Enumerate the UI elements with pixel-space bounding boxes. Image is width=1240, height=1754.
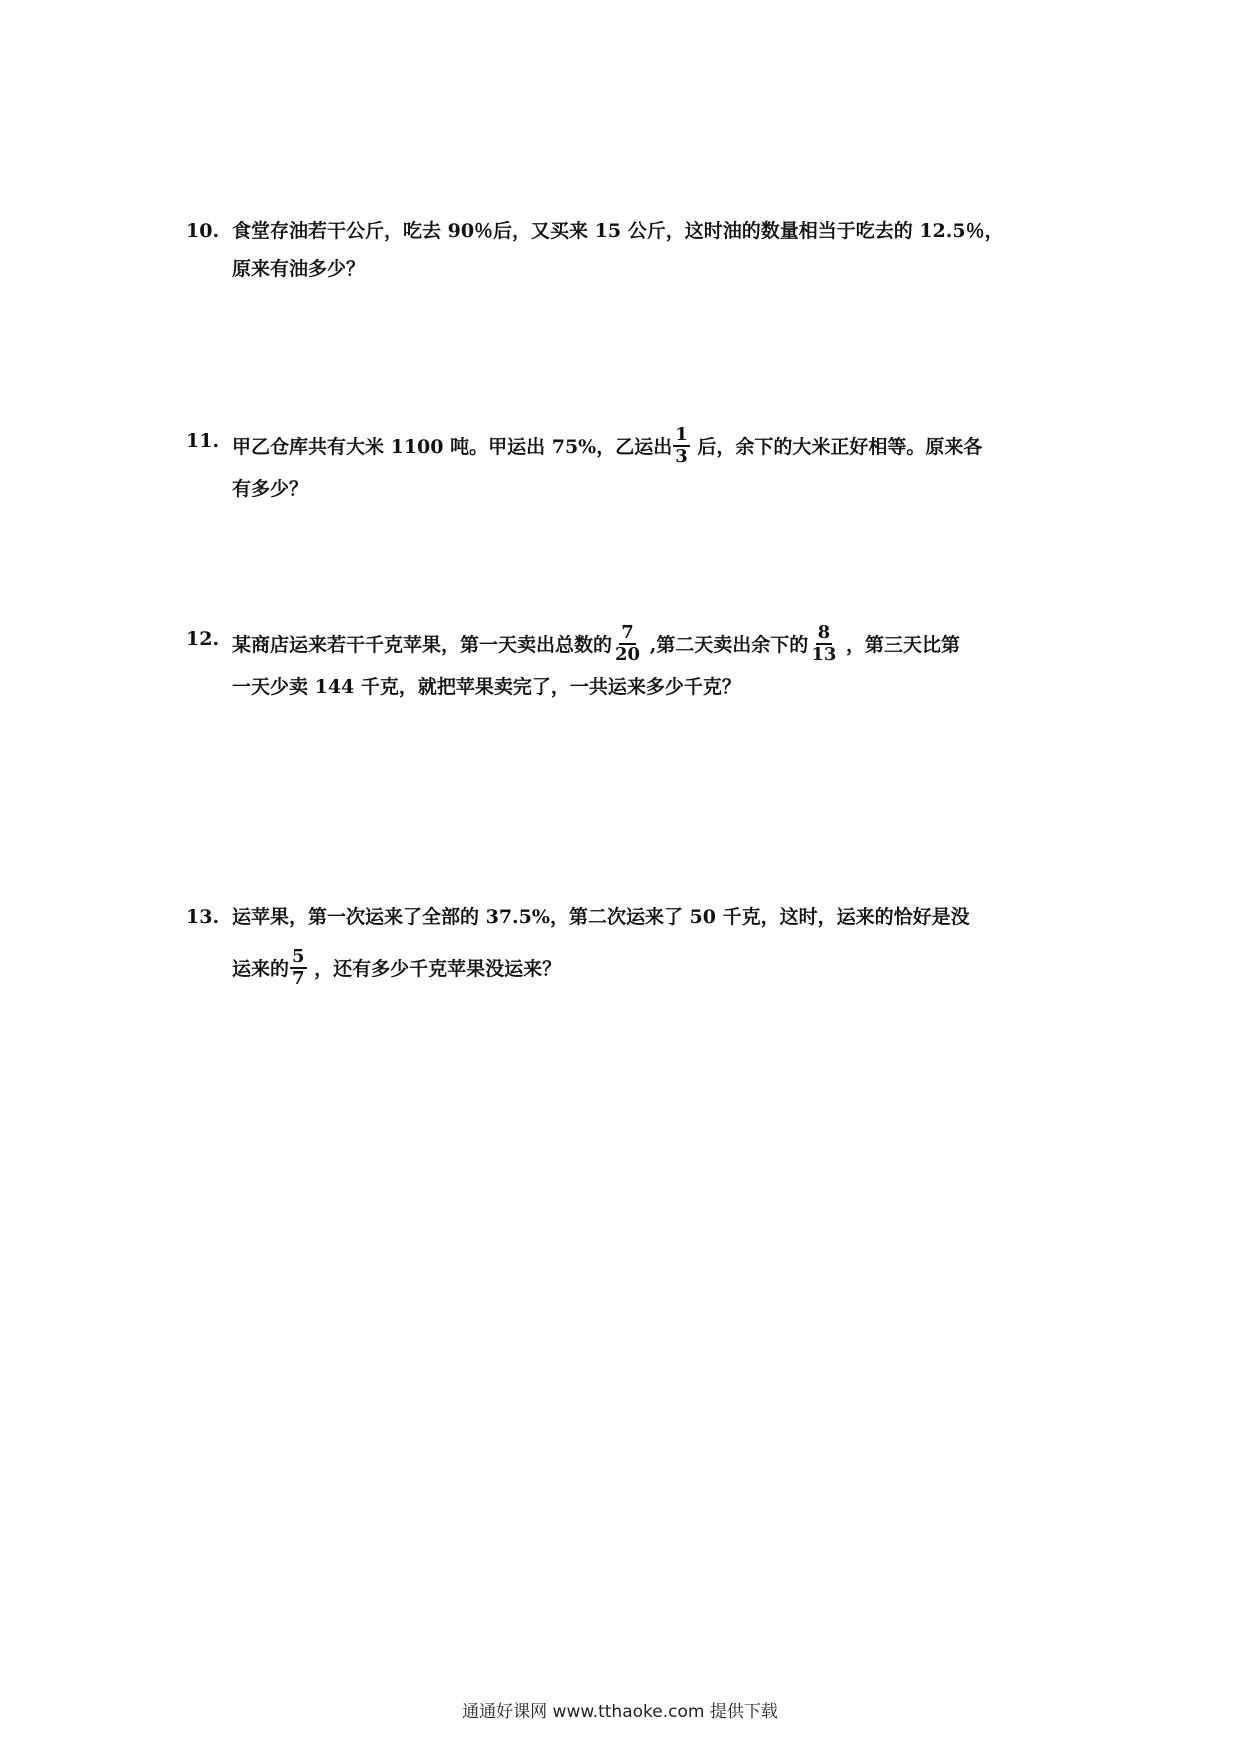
problem-text-line-1: 运苹果，第一次运来了全部的 37.5%，第二次运来了 50 千克，这时，运来的恰好是没 <box>232 906 970 928</box>
problem-number: 10. <box>186 220 220 242</box>
problem-number: 12. <box>186 628 220 650</box>
fraction <box>809 624 838 664</box>
fraction-denominator: 13 <box>811 644 837 665</box>
fraction-numerator: 7 <box>621 622 634 643</box>
fraction-denominator: 20 <box>615 644 641 665</box>
problem-text-line-1 <box>232 622 960 666</box>
problem-text-line-2: 有多少？ <box>232 478 309 500</box>
text-segment: 甲乙仓库共有大米 1100 吨。甲运出 75%，乙运出 <box>232 436 673 458</box>
text-segment: ,第二天卖出余下的 <box>643 634 809 656</box>
text-segment: ，第三天比第 <box>839 634 960 656</box>
problem-text-line-2 <box>232 946 562 990</box>
problem-text-line-2: 原来有油多少？ <box>232 258 366 280</box>
text-segment: 运来的 <box>232 958 290 980</box>
fraction-numerator: 5 <box>292 946 305 967</box>
fraction-denominator: 7 <box>292 968 305 989</box>
fraction-numerator: 1 <box>675 424 688 445</box>
fraction <box>673 426 690 466</box>
fraction <box>613 624 642 664</box>
problem-number: 13. <box>186 906 220 928</box>
text-segment: 某商店运来若干千克苹果，第一天卖出总数的 <box>232 634 613 656</box>
problem-number: 11. <box>186 430 220 452</box>
fraction <box>290 948 307 988</box>
text-segment: 后，余下的大米正好相等。原来各 <box>690 436 983 458</box>
page-footer: 通通好课网 www.tthaoke.com 提供下载 <box>462 1702 778 1722</box>
fraction-numerator: 8 <box>817 622 831 643</box>
text-segment: ，还有多少千克苹果没运来？ <box>307 958 562 980</box>
problem-text-line-2: 一天少卖 144 千克，就把苹果卖完了，一共运来多少千克？ <box>232 676 741 698</box>
problem-text-line-1: 食堂存油若干公斤，吃去 90％后，又买来 15 公斤，这时油的数量相当于吃去的 12.5％， <box>232 220 1004 242</box>
fraction-denominator: 3 <box>675 446 688 467</box>
problem-text-line-1 <box>232 424 983 468</box>
